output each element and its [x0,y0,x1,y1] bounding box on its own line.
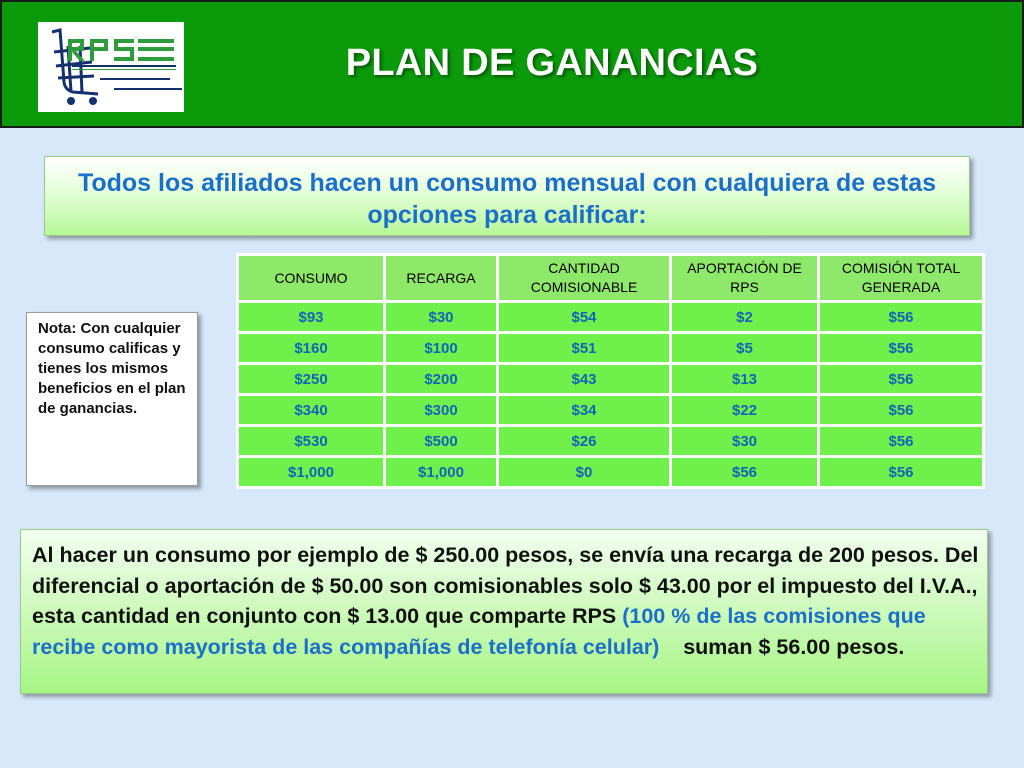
table-row [239,303,982,331]
cell-comision-total: $56 [820,396,982,424]
column-header-consumo: CONSUMO [239,256,383,300]
table-row [239,396,982,424]
explanation-highlight: (100 % de las comisiones que recibe como mayorista de las compañías de telefonía celular) [32,604,926,659]
cell-consumo: $250 [239,365,383,393]
header-banner [0,0,1024,128]
explanation-text: Al hacer un consumo por ejemplo de $ 250.00 pesos, se envía una recarga de 200 pesos. Del diferencial o aportación de $ 50.00 son comisionables solo $ 43.00 por el impuesto del I.V.A., esta cantidad en conjunto con $ 13.00 que comparte RPS [32,543,979,628]
column-header-cantidad-comisionable: CANTIDAD COMISIONABLE [499,256,669,300]
cell-consumo: $340 [239,396,383,424]
cell-comision-total: $56 [820,303,982,331]
cell-consumo: $530 [239,427,383,455]
cell-recarga: $1,000 [386,458,496,486]
rps-logo [38,22,184,112]
example-explanation [20,529,988,694]
cell-aportacion-rps: $2 [672,303,817,331]
cell-recarga: $100 [386,334,496,362]
cell-cantidad-comisionable: $34 [499,396,669,424]
column-header-recarga: RECARGA [386,256,496,300]
cell-recarga: $500 [386,427,496,455]
cell-cantidad-comisionable: $51 [499,334,669,362]
cell-recarga: $30 [386,303,496,331]
cell-consumo: $1,000 [239,458,383,486]
table-row [239,458,982,486]
table-header-row [239,256,982,300]
table-row [239,427,982,455]
cell-aportacion-rps: $13 [672,365,817,393]
cell-cantidad-comisionable: $0 [499,458,669,486]
explanation-total: suman $ 56.00 pesos. [659,634,905,659]
cell-aportacion-rps: $5 [672,334,817,362]
cell-comision-total: $56 [820,365,982,393]
cell-cantidad-comisionable: $54 [499,303,669,331]
page-title: PLAN DE GANANCIAS [345,42,759,84]
note-box: Nota: Con cualquier consumo calificas y tienes los mismos beneficios en el plan de ganancias. [26,312,198,486]
intro-callout: Todos los afiliados hacen un consumo mensual con cualquiera de estas opciones para calificar: [44,156,970,236]
cell-recarga: $200 [386,365,496,393]
cell-aportacion-rps: $30 [672,427,817,455]
cell-recarga: $300 [386,396,496,424]
cell-comision-total: $56 [820,334,982,362]
cell-cantidad-comisionable: $26 [499,427,669,455]
cell-aportacion-rps: $22 [672,396,817,424]
table-row [239,365,982,393]
cell-comision-total: $56 [820,458,982,486]
column-header-aportacion-rps: APORTACIÓN DE RPS [672,256,817,300]
cell-cantidad-comisionable: $43 [499,365,669,393]
cell-consumo: $160 [239,334,383,362]
table-row [239,334,982,362]
cell-aportacion-rps: $56 [672,458,817,486]
earnings-table [236,253,985,489]
column-header-comision-total: COMISIÓN TOTAL GENERADA [820,256,982,300]
rps-logo-graphic [38,22,184,112]
cell-comision-total: $56 [820,427,982,455]
cell-consumo: $93 [239,303,383,331]
